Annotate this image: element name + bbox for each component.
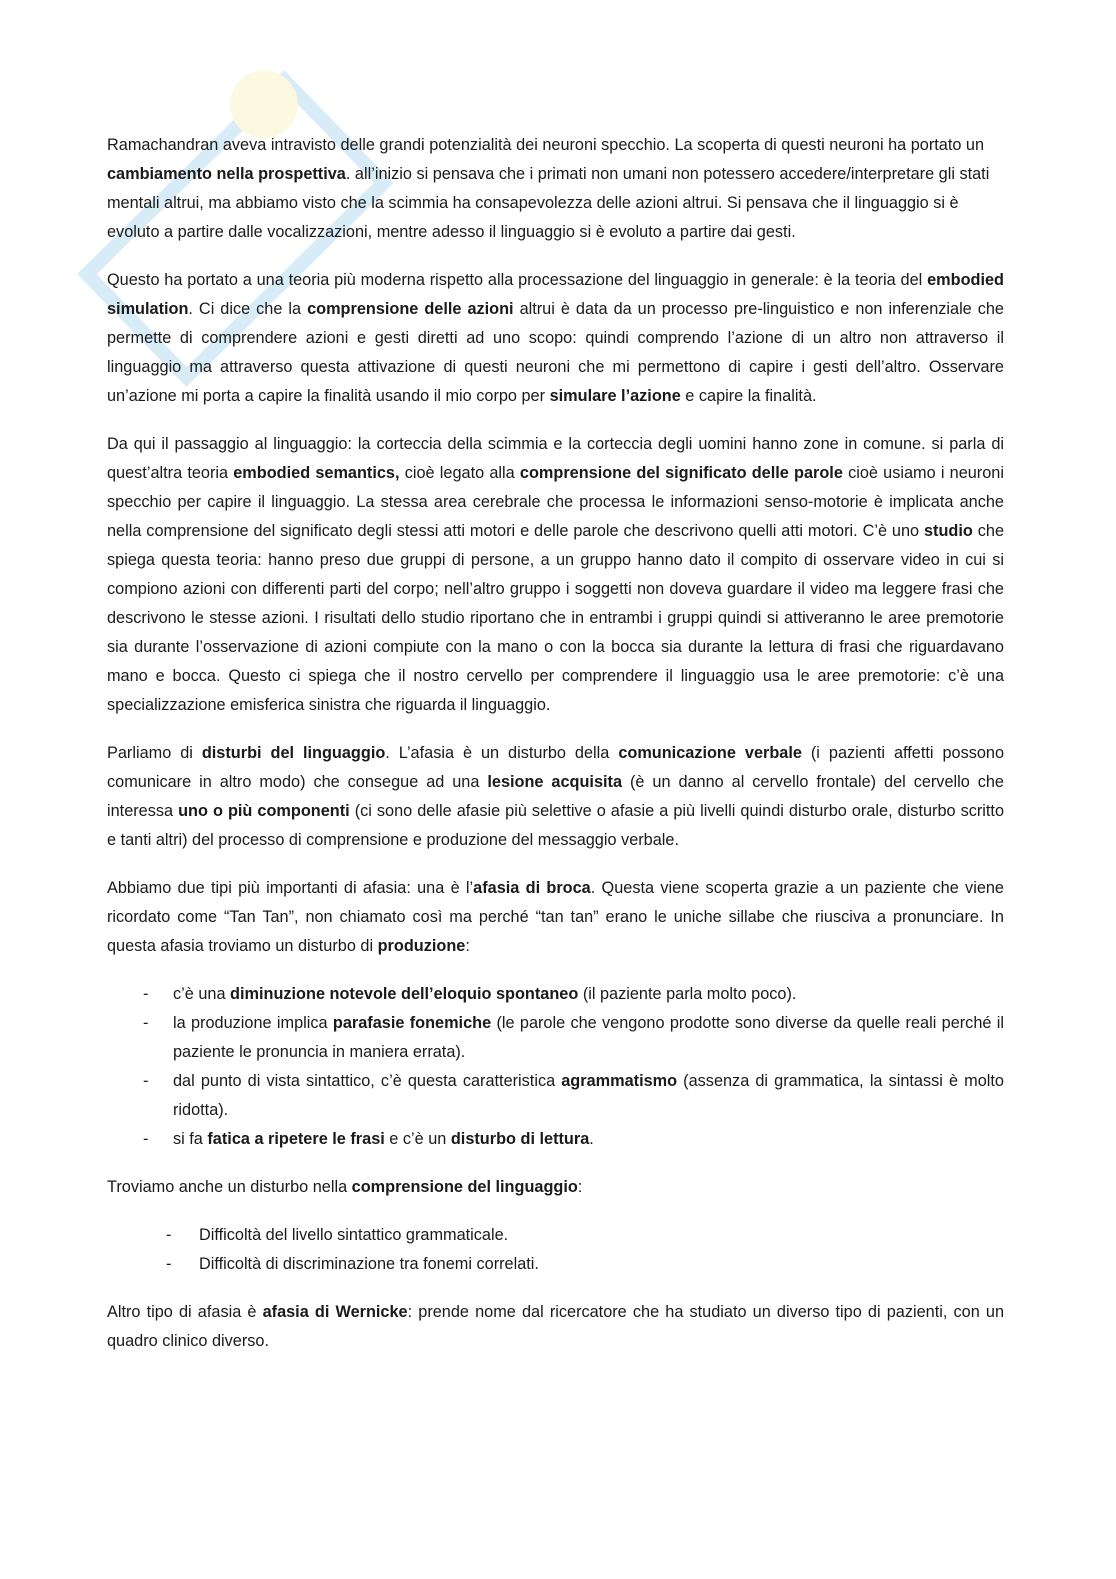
dash-bullet: - [166,1226,172,1244]
paragraph-comprehension-disorder [107,1173,1004,1202]
bold-term: lesione acquisita [487,773,623,791]
text-run: Ramachandran aveva intravisto delle grandi potenzialità dei neuroni specchio. La scoperta di questi neuroni ha portato un [107,136,985,154]
list-item [107,1009,1004,1067]
text-run: la produzione implica [173,1014,333,1032]
text-run: (ci sono delle afasie più selettive o afasie a più livelli quindi disturbo orale, disturbo scritto e tanti altri) del processo di comprensione e produzione del messaggio verbale. [107,802,1005,849]
text-run: Difficoltà di discriminazione tra fonemi correlati. [199,1255,539,1273]
text-run: e capire la finalità. [680,387,817,405]
text-run: altrui è data da un processo pre-linguistico e non inferenziale che permette di comprendere azioni e gesti diretti ad uno scopo: quindi comprendo l’azione di un altro non attraverso il linguaggio ma attraverso questa attivazione di questi neuroni che mi permettono di capire i gesti dell’altro. Osservare un’azione mi porta a capire la finalità usando il mio corpo per [107,300,1004,405]
bold-term: embodied semantics, [233,464,400,482]
text-run: (assenza di grammatica, la sintassi è molto ridotta). [173,1072,1004,1119]
paragraph-language-disorders [107,739,1004,855]
bold-term: afasia di Wernicke [262,1303,408,1321]
bold-term: embodied simulation [107,271,1004,318]
text-run: . all’inizio si pensava che i primati non umani non potessero accedere/interpretare gli stati mentali altrui, ma abbiamo visto che la scimmia ha consapevolezza delle azioni altrui. Si pensava che il linguaggio si è evoluto a partire dalle vocalizzazioni, mentre adesso il linguaggio si è evoluto a partire dai gesti. [107,165,990,241]
paragraph-broca-aphasia [107,874,1004,961]
dash-bullet: - [143,1130,149,1148]
bold-term: produzione [377,937,466,955]
text-run: cioè legato alla [399,464,520,482]
text-run: Questo ha portato a una teoria più moderna rispetto alla processazione del linguaggio in generale: è la teoria del [107,271,928,289]
text-run: : [465,937,470,955]
dash-bullet: - [143,1072,149,1090]
text-run: . Questa viene scoperta grazie a un paziente che viene ricordato come “Tan Tan”, non chiamato così ma perché “tan tan” erano le uniche sillabe che riusciva a pronunciare. In questa afasia troviamo un disturbo di [107,879,1004,955]
text-run: (le parole che vengono prodotte sono diverse da quelle reali perché il paziente le pronuncia in maniera errata). [173,1014,1004,1061]
bold-term: fatica a ripetere le frasi [207,1130,385,1148]
list-item [107,1250,1004,1279]
text-run: e c’è un [384,1130,451,1148]
paragraph-embodied-semantics [107,430,1004,720]
text-run: (il paziente parla molto poco). [578,985,797,1003]
paragraph-wernicke-aphasia [107,1298,1004,1356]
text-run: c’è una [173,985,231,1003]
bold-term: comprensione del significato delle parole [519,464,843,482]
text-run: : [577,1178,583,1196]
text-run: Difficoltà del livello sintattico grammaticale. [199,1226,509,1244]
text-run: (i pazienti affetti possono comunicare in altro modo) che consegue ad una [107,744,1005,791]
paragraph-mirror-neurons [107,131,1004,247]
dash-bullet: - [143,985,149,1003]
text-run: Troviamo anche un disturbo nella [107,1178,352,1196]
text-run: . [589,1130,594,1148]
bold-term: diminuzione notevole dell’eloquio spontaneo [230,985,579,1003]
list-item [107,1125,1004,1154]
bold-term: comunicazione verbale [618,744,802,762]
text-run: dal punto di vista sintattico, c’è questa caratteristica [173,1072,562,1090]
text-run: . Ci dice che la [188,300,308,318]
paragraph-embodied-simulation [107,266,1004,411]
dash-bullet: - [166,1255,172,1273]
bold-term: cambiamento nella prospettiva [107,165,346,183]
text-run: (è un danno al cervello frontale) del cervello che interessa [107,773,1004,820]
text-run: . L’afasia è un disturbo della [385,744,619,762]
broca-production-list [107,980,1004,1154]
bold-term: agrammatismo [561,1072,678,1090]
list-item [107,1221,1004,1250]
list-item [107,980,1004,1009]
bold-term: uno o più componenti [178,802,350,820]
bold-term: comprensione del linguaggio [351,1178,578,1196]
text-run: che spiega questa teoria: hanno preso due gruppi di persone, a un gruppo hanno dato il compito di osservare video in cui si compiono azioni con differenti parti del corpo; nell’altro gruppo i soggetti non doveva guardare il video ma leggere frasi che descrivono le stesse azioni. I risultati dello studio riportano che in entrambi i gruppi quindi si attiveranno le aree premotorie sia durante l’osservazione di azioni compiute con la mano o con la bocca sia durante la lettura di frasi che riguardavano mano e bocca. Questo ci spiega che il nostro cervello per comprendere il linguaggio usa le aree premotorie: c’è una specializzazione emisferica sinistra che riguarda il linguaggio. [107,522,1005,714]
document-page [107,131,1004,1375]
text-run: cioè usiamo i neuroni specchio per capire il linguaggio. La stessa area cerebrale che processa le informazioni senso-motorie è implicata anche nella comprensione del significato degli stessi atti motori e delle parole che descrivono quelli atti motori. C’è uno [107,464,1004,540]
bold-term: simulare l’azione [549,387,681,405]
list-item [107,1067,1004,1125]
bold-term: disturbi del linguaggio [201,744,386,762]
text-run: si fa [173,1130,208,1148]
text-run: Parliamo di [107,744,202,762]
dash-bullet: - [143,1014,149,1032]
bold-term: studio [924,522,973,540]
text-run: Altro tipo di afasia è [107,1303,263,1321]
bold-term: comprensione delle azioni [307,300,514,318]
comprehension-difficulties-list [107,1221,1004,1279]
bold-term: afasia di broca [473,879,591,897]
text-run: : prende nome dal ricercatore che ha studiato un diverso tipo di pazienti, con un quadro clinico diverso. [107,1303,1005,1350]
text-run: Abbiamo due tipi più importanti di afasia: una è l’ [107,879,474,897]
text-run: Da qui il passaggio al linguaggio: la corteccia della scimmia e la corteccia degli uomini hanno zone in comune. si parla di quest’altra teoria [107,435,1004,482]
bold-term: disturbo di lettura [450,1130,590,1148]
bold-term: parafasie fonemiche [332,1014,492,1032]
